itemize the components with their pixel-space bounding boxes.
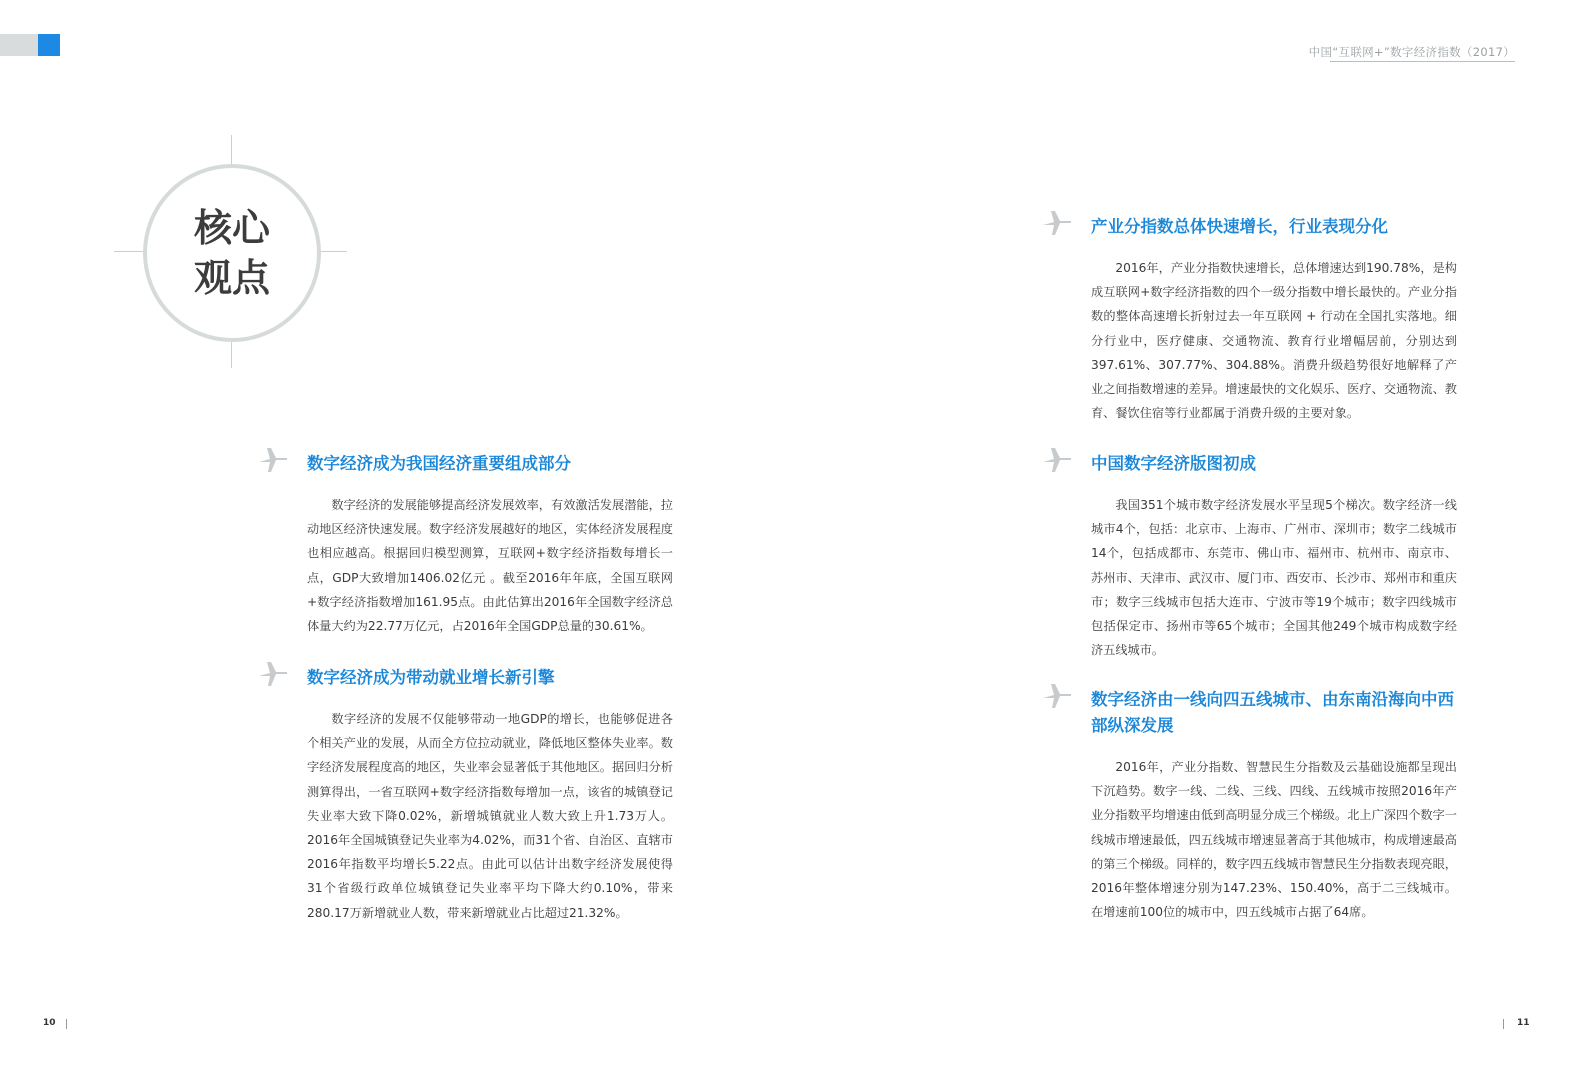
- section-body: 2016年，产业分指数、智慧民生分指数及云基础设施都呈现出下沉趋势。数字一线、二线、三线、四线、五线城市按照2016年产业分指数平均增速由低到高明显分成三个梯级。北上广深四个数字一线城市增速最低，四五线城市增速显著高于其他城市，构成增速最高的第三个梯级。同样的，数字四五线城市智慧民生分指数表现亮眼，2016年整体增速分别为147.23%、150.40%，高于二三线城市。在增速前100位的城市中，四五线城市占据了64席。: [1091, 760, 1457, 920]
- section-body: 2016年，产业分指数快速增长，总体增速达到190.78%，是构成互联网+数字经济指数的四个一级分指数中增长最快的。产业分指数的整体高速增长折射过去一年互联网 + 行动在全国扎实落地。细分行业中，医疗健康、交通物流、教育行业增幅居前，分别达到397.61%、307.77%、304.88%。消费升级趋势很好地解释了产业之间指数增速的差异。增速最快的文化娱乐、医疗、交通物流、教育、餐饮住宿等行业都属于消费升级的主要对象。: [1091, 261, 1457, 421]
- section-body: 数字经济的发展能够提高经济发展效率，有效激活发展潜能，拉动地区经济快速发展。数字经济发展越好的地区，实体经济发展程度也相应越高。根据回归模型测算，互联网+数字经济指数每增长一点，GDP大致增加1406.02亿元 。截至2016年年底，全国互联网+数字经济指数增加161.95点。由此估算出2016年全国数字经济总体量大约为22.77万亿元，占2016年全国GDP总量的30.61%。: [307, 498, 673, 634]
- section-body: 数字经济的发展不仅能够带动一地GDP的增长，也能够促进各个相关产业的发展，从而全方位拉动就业，降低地区整体失业率。数字经济发展程度高的地区，失业率会显著低于其他地区。据回归分析测算得出，一省互联网+数字经济指数每增加一点，该省的城镇登记失业率大致下降0.02%，新增城镇就业人数大致上升1.73万人。2016年全国城镇登记失业率为4.02%，而31个省、自治区、直辖市2016年指数平均增长5.22点。由此可以估计出数字经济发展使得31个省级行政单位城镇登记失业率平均下降大约0.10%，带来280.17万新增就业人数，带来新增就业占比超过21.32%。: [307, 712, 673, 920]
- section-deepening-development: [1091, 687, 1457, 924]
- section-industry-subindex: [1091, 214, 1457, 425]
- running-header-title: 中国“互联网+”数字经济指数（2017）: [1308, 45, 1515, 59]
- plane-arrow-icon: [1041, 681, 1073, 713]
- plane-arrow-icon: [257, 445, 289, 477]
- section-title: 数字经济由一线向四五线城市、由东南沿海向中西部纵深发展: [1091, 690, 1454, 735]
- right-page-number: 11: [1517, 1018, 1530, 1028]
- left-page-number: 10: [43, 1018, 56, 1028]
- core-view-badge: [143, 164, 321, 342]
- plane-arrow-icon: [1041, 445, 1073, 477]
- section-title: 数字经济成为我国经济重要组成部分: [307, 454, 571, 473]
- left-page-tick: [66, 1019, 67, 1029]
- section-employment-engine: [307, 665, 673, 925]
- section-title: 产业分指数总体快速增长，行业表现分化: [1091, 217, 1388, 236]
- section-digital-economy-share: [307, 451, 673, 638]
- running-header-rule: [1330, 61, 1515, 62]
- plane-arrow-icon: [257, 659, 289, 691]
- section-title: 数字经济成为带动就业增长新引擎: [307, 668, 555, 687]
- core-view-title: 核心观点: [193, 206, 270, 300]
- corner-gray-block: [0, 34, 38, 56]
- plane-arrow-icon: [1041, 208, 1073, 240]
- section-digital-map: [1091, 451, 1457, 662]
- right-page-tick: [1503, 1019, 1504, 1029]
- section-body: 我国351个城市数字经济发展水平呈现5个梯次。数字经济一线城市4个，包括：北京市、上海市、广州市、深圳市；数字二线城市14个，包括成都市、东莞市、佛山市、福州市、杭州市、南京市、苏州市、天津市、武汉市、厦门市、西安市、长沙市、郑州市和重庆市；数字三线城市包括大连市、宁波市等19个城市；数字四线城市包括保定市、扬州市等65个城市；全国其他249个城市构成数字经济五线城市。: [1091, 498, 1457, 658]
- section-title: 中国数字经济版图初成: [1091, 454, 1256, 473]
- corner-blue-block: [38, 34, 60, 56]
